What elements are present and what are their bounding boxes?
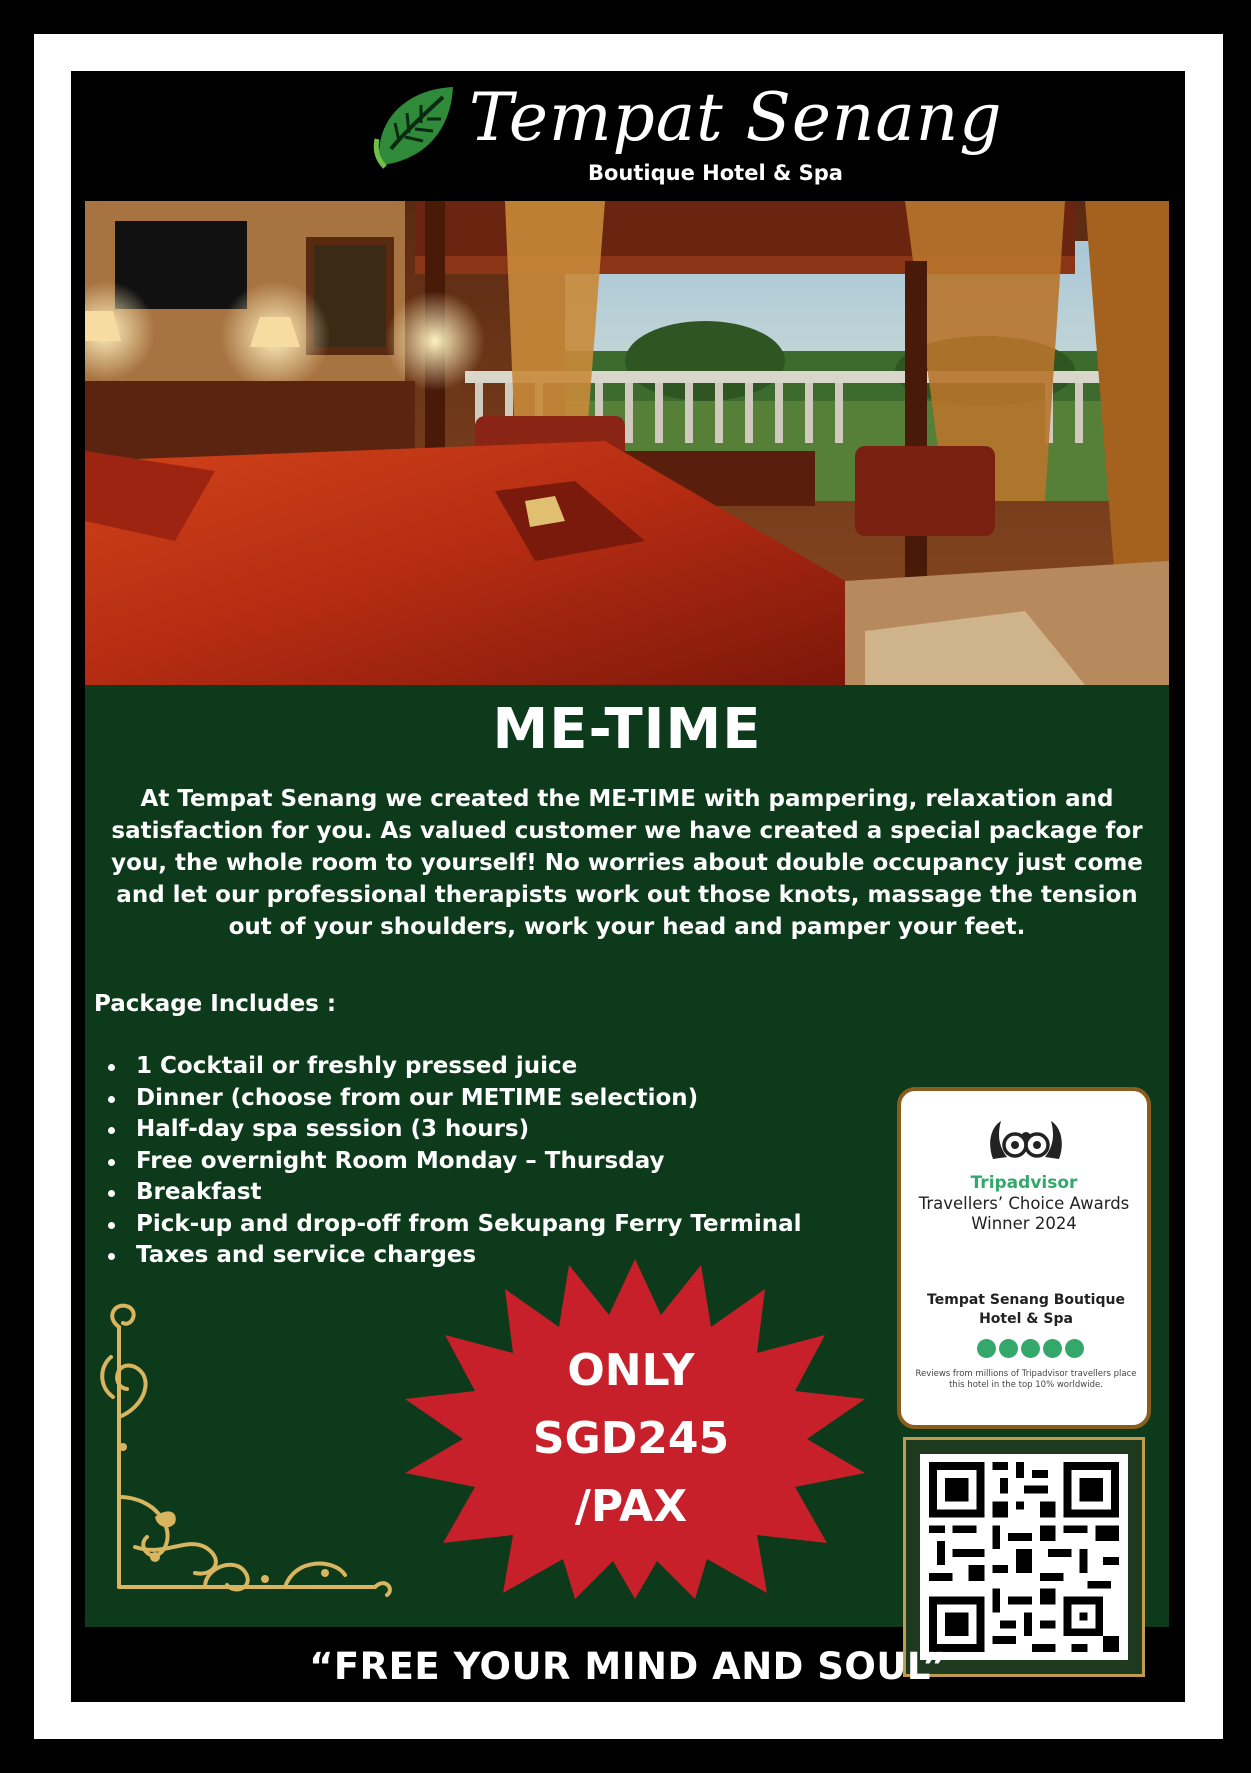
price-prefix: ONLY	[567, 1345, 695, 1396]
rating-bubble-icon	[977, 1339, 996, 1358]
tripadvisor-award-card	[897, 1087, 1151, 1429]
qr-code-frame	[903, 1437, 1145, 1677]
award-title	[901, 1194, 1147, 1234]
hotel-name: Tempat Senang	[469, 79, 1003, 156]
list-item: 1 Cocktail or freshly pressed juice	[94, 1051, 854, 1083]
award-year-line: Winner 2024	[971, 1214, 1077, 1233]
corner-ornament-icon	[95, 1297, 395, 1597]
award-hotel-name: Tempat Senang Boutique Hotel & Spa	[927, 1292, 1125, 1327]
price-value: SGD245 /PAX	[532, 1413, 730, 1532]
list-item: Taxes and service charges	[94, 1240, 854, 1272]
list-item: Free overnight Room Monday – Thursday	[94, 1146, 854, 1178]
tagline: “FREE YOUR MIND AND SOUL”	[309, 1645, 947, 1688]
rating-bubble-icon	[999, 1339, 1018, 1358]
rating-bubble-icon	[1065, 1339, 1084, 1358]
award-title-line: Travellers’ Choice Awards	[918, 1194, 1130, 1213]
poster	[71, 71, 1185, 1702]
offer-title: ME-TIME	[492, 697, 762, 762]
content-panel	[85, 685, 1169, 1627]
rating-bubble-icon	[1043, 1339, 1062, 1358]
list-item: Half-day spa session (3 hours)	[94, 1114, 854, 1146]
award-note: Reviews from millions of Tripadvisor travellers place this hotel in the top 10% worldwide.	[915, 1369, 1137, 1390]
hotel-subtitle: Boutique Hotel & Spa	[588, 161, 843, 185]
qr-code[interactable]	[920, 1454, 1128, 1660]
list-item: Dinner (choose from our METIME selection)	[94, 1083, 854, 1115]
tripadvisor-owl-icon	[987, 1119, 1065, 1165]
tripadvisor-brand: Tripadvisor	[970, 1173, 1078, 1193]
price-label	[481, 1337, 781, 1541]
rating-bubbles	[977, 1339, 1084, 1358]
leaf-icon	[371, 79, 461, 179]
list-item: Pick-up and drop-off from Sekupang Ferry Terminal	[94, 1209, 854, 1241]
room-photo	[85, 201, 1169, 685]
offer-description: At Tempat Senang we created the ME-TIME with pampering, relaxation and satisfaction for you. As valued customer we have created a special package for you, the whole room to yourself! No worries about double occupancy just come and let our professional therapists work out those knots, massage the tension out of your shoulders, work your head and pamper your feet.	[111, 786, 1143, 940]
rating-bubble-icon	[1021, 1339, 1040, 1358]
list-item: Breakfast	[94, 1177, 854, 1209]
package-title: Package Includes :	[94, 991, 337, 1017]
package-list	[94, 1051, 854, 1272]
